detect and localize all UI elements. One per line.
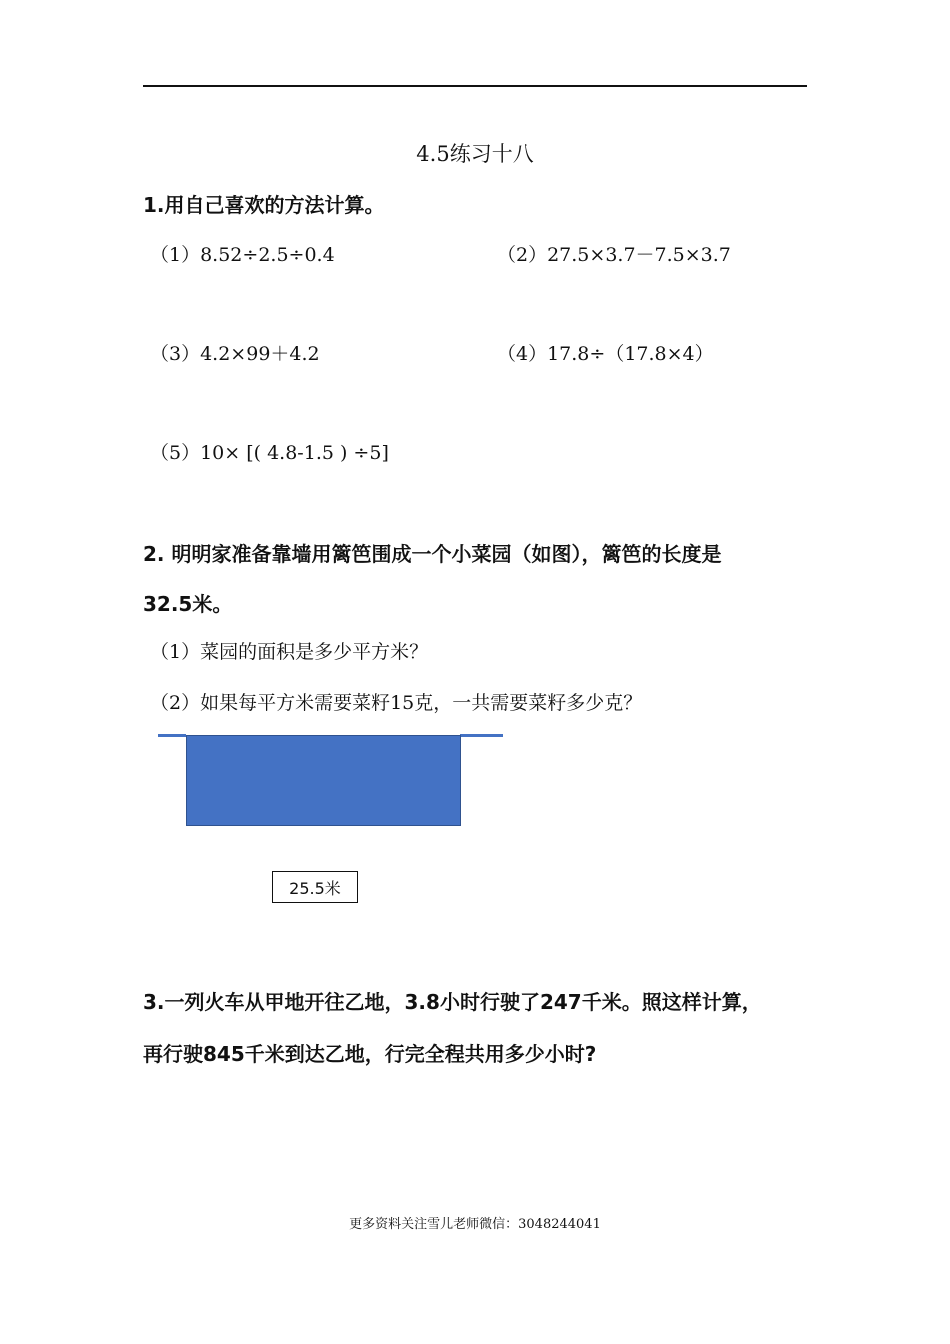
length-label: 25.5米: [272, 871, 358, 903]
q1-item-3: （3）4.2×99＋4.2: [150, 343, 320, 365]
q1-item-2: （2）27.5×3.7－7.5×3.7: [497, 244, 731, 266]
wall-line-right: [460, 734, 503, 737]
q2-sub-1: （1）菜园的面积是多少平方米？: [150, 641, 429, 663]
question-1-heading: 1.用自己喜欢的方法计算。: [143, 193, 385, 217]
q1-item-5: （5）10× [( 4.8-1.5 ) ÷5]: [150, 442, 389, 464]
q1-item-1: （1）8.52÷2.5÷0.4: [150, 244, 335, 266]
q1-item-4: （4）17.8÷（17.8×4）: [497, 343, 714, 365]
wall-line-left: [158, 734, 186, 737]
question-3-line-1: 3.一列火车从甲地开往乙地，3.8小时行驶了247千米。照这样计算，: [143, 990, 762, 1014]
question-2-line-2: 32.5米。: [143, 592, 233, 616]
header-rule: [143, 85, 807, 87]
page-title: 4.5练习十八: [416, 142, 534, 166]
footer-note: 更多资料关注雪儿老师微信：3048244041: [349, 1217, 601, 1232]
question-3-line-2: 再行驶845千米到达乙地，行完全程共用多少小时?: [143, 1042, 597, 1066]
question-2-line-1: 2. 明明家准备靠墙用篱笆围成一个小菜园（如图），篱笆的长度是: [143, 542, 722, 566]
q2-sub-2: （2）如果每平方米需要菜籽15克，一共需要菜籽多少克？: [150, 692, 643, 714]
garden-rectangle: [186, 735, 461, 826]
